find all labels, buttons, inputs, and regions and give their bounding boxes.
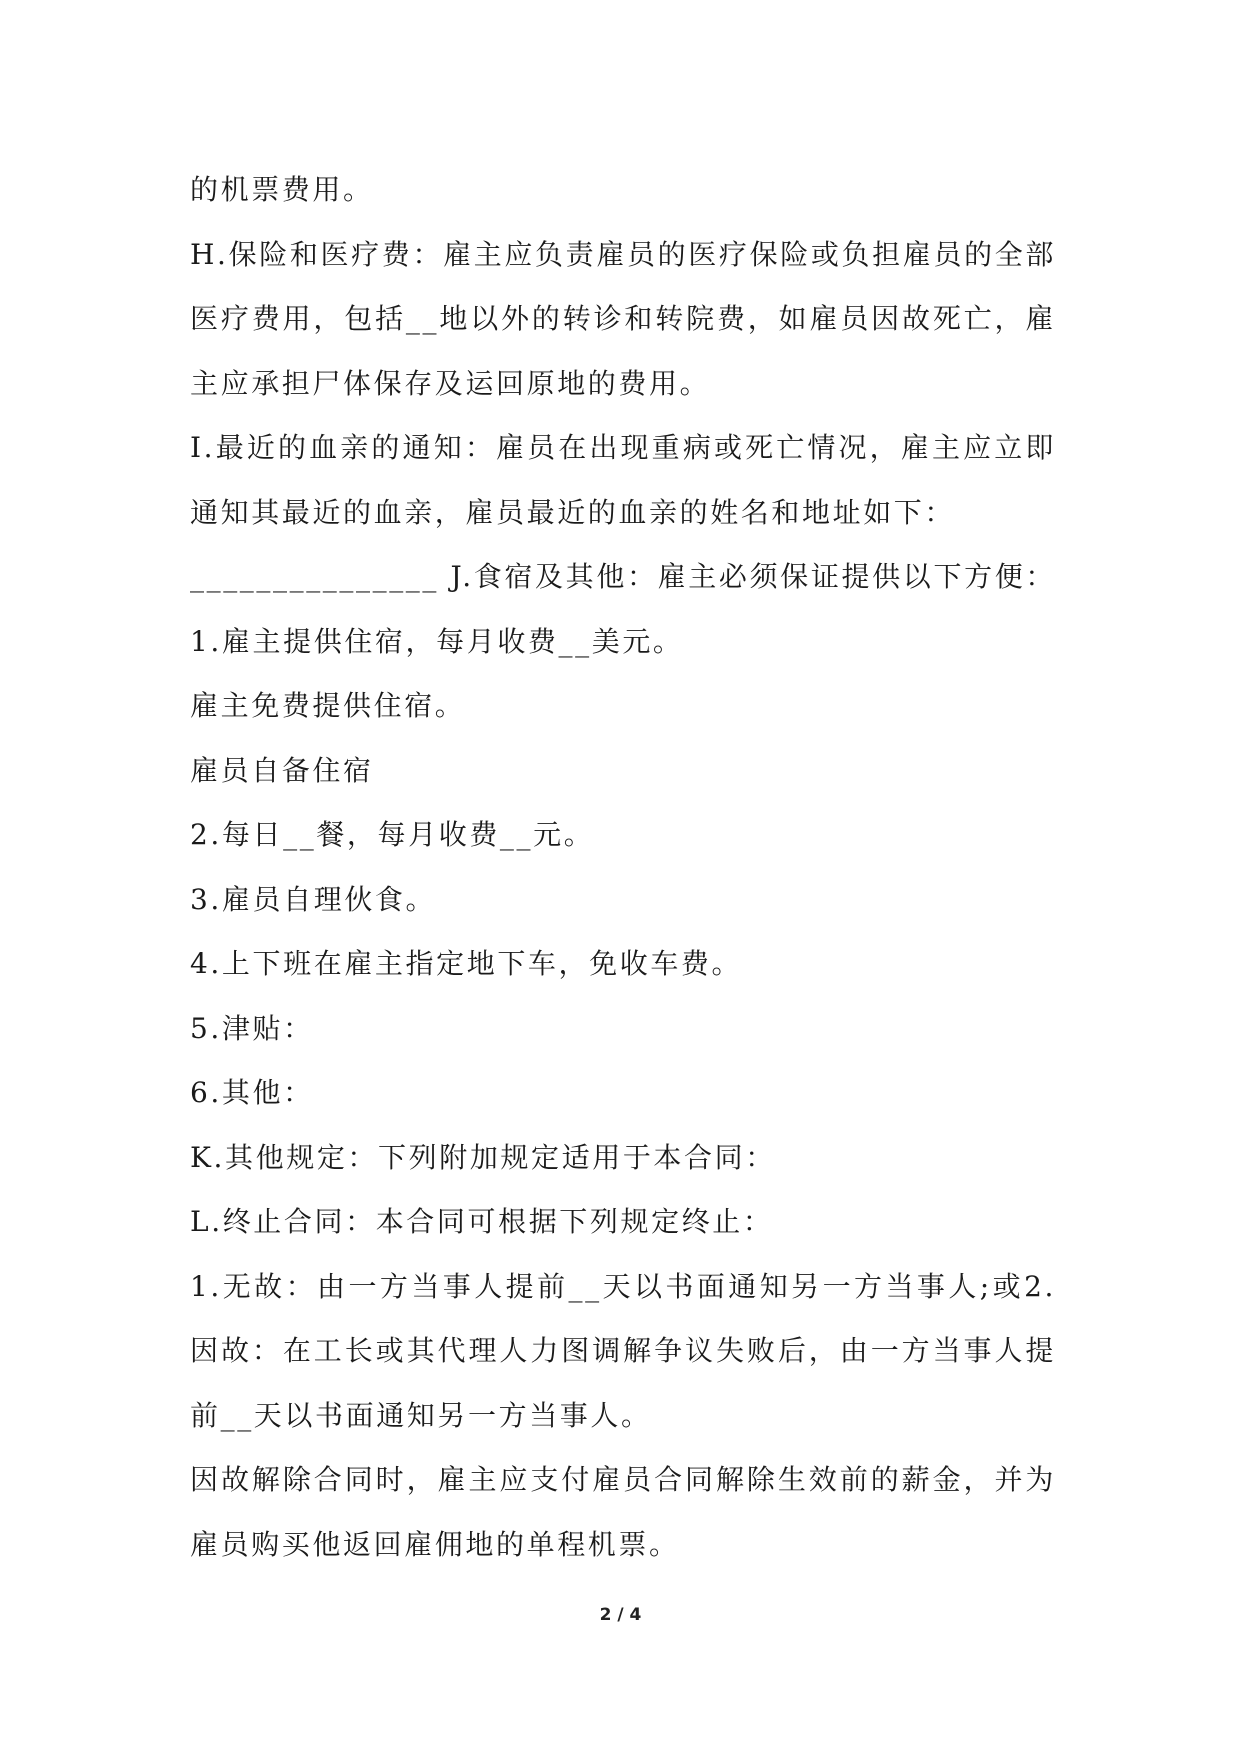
text-line: 的机票费用。: [190, 173, 374, 206]
page-number: 2 / 4: [599, 1605, 642, 1625]
text-line: _______________ J.食宿及其他：雇主必须保证提供以下方便：: [190, 560, 1056, 593]
text-line: I.最近的血亲的通知：雇员在出现重病或死亡情况，雇主应立即: [190, 431, 1056, 464]
text-line: 通知其最近的血亲，雇员最近的血亲的姓名和地址如下：: [190, 495, 956, 529]
text-line: L.终止合同：本合同可根据下列规定终止：: [190, 1205, 774, 1238]
text-line: 4.上下班在雇主指定地下车，免收车费。: [190, 947, 743, 980]
text-line: 因故：在工长或其代理人力图调解争议失败后，由一方当事人提: [190, 1334, 1056, 1367]
text-line: 雇员自备住宿: [190, 753, 374, 787]
text-line: K.其他规定：下列附加规定适用于本合同：: [190, 1140, 776, 1174]
text-line: 雇主免费提供住宿。: [190, 689, 466, 722]
text-line: 主应承担尸体保存及运回原地的费用。: [190, 366, 711, 400]
text-line: 前__天以书面通知另一方当事人。: [190, 1398, 652, 1432]
text-line: 1.无故：由一方当事人提前__天以书面通知另一方当事人;或2.: [190, 1269, 1056, 1303]
text-line: 因故解除合同时，雇主应支付雇员合同解除生效前的薪金，并为: [190, 1463, 1056, 1496]
text-line: 1.雇主提供住宿，每月收费__美元。: [190, 624, 684, 658]
text-line: 5.津贴：: [190, 1011, 314, 1045]
text-line: 3.雇员自理伙食。: [190, 882, 437, 916]
text-line: 医疗费用，包括__地以外的转诊和转院费，如雇员因故死亡，雇: [190, 302, 1056, 335]
text-line: 6.其他：: [190, 1076, 314, 1109]
text-line: H.保险和医疗费：雇主应负责雇员的医疗保险或负担雇员的全部: [190, 237, 1056, 271]
document-body: [190, 158, 1056, 1577]
text-line: 2.每日__餐，每月收费__元。: [190, 818, 595, 851]
text-line: 雇员购买他返回雇佣地的单程机票。: [190, 1527, 680, 1561]
